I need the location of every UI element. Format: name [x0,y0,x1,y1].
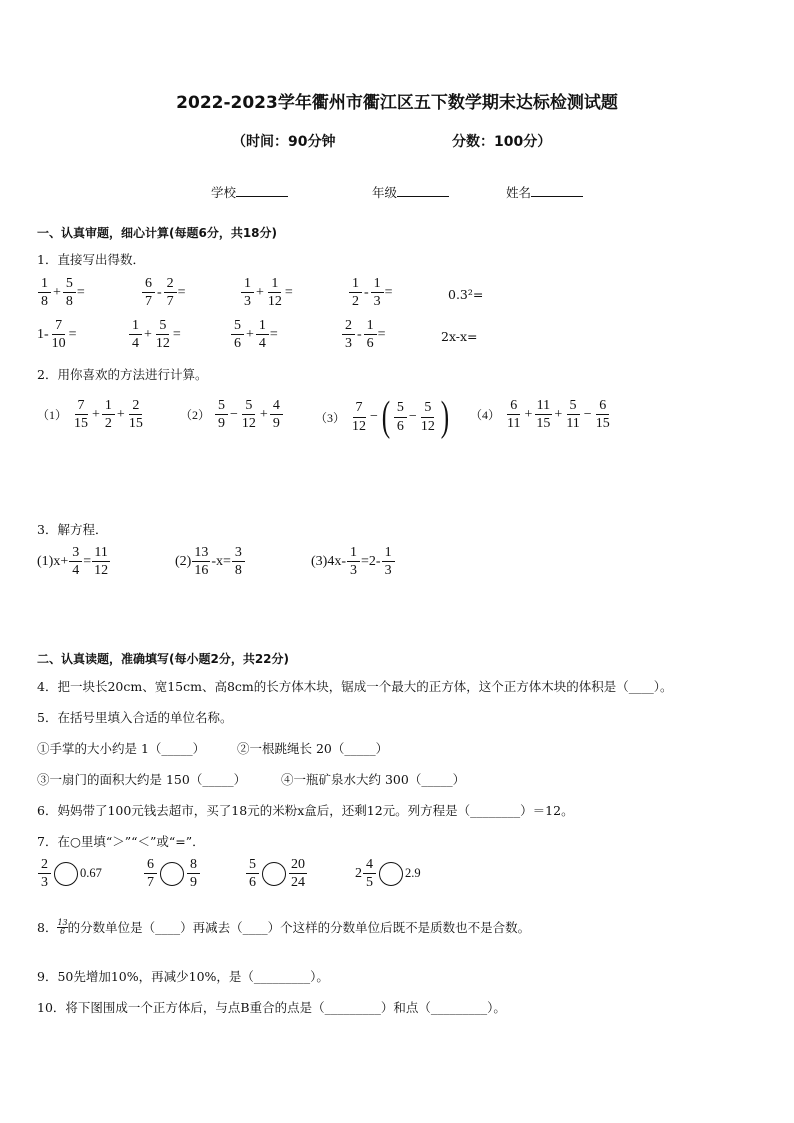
grade-field [372,183,449,201]
q9-text: 9．50先增加10%，再减少10%，是（_________）。 [37,969,329,984]
compare-circle[interactable] [160,862,184,886]
grade-blank[interactable] [397,184,449,197]
name-label: 姓名 [506,185,532,200]
q7-compare-c: $\frac{5}{6}$ $\frac{20}{24}$ [245,857,308,891]
q2-label: 2．用你喜欢的方法进行计算。 [37,367,208,382]
q7-compare-a: $\frac{2}{3}$ 0.67 [37,857,102,891]
q10-text: 10．将下图围成一个正方体后，与点B重合的点是（_________）和点（_________）。 [37,1000,506,1015]
q3-equation-2: (2) $\frac{13}{16}$ -x= $\frac{3}{8}$ [175,545,246,579]
q1-r1-d: $\frac{1}{2}$ - $\frac{1}{3}$ = [348,276,393,310]
q8-text: 8． $\frac{13}{6}$ 的分数单位是（____）再减去（____）个这样的分数单位后既不是质数也不是合数。 [37,917,531,936]
q1-r2-d: $\frac{2}{3}$ - $\frac{1}{6}$ = [341,318,386,352]
q5-item-d: ④一瓶矿泉水大约 300（_____） [281,772,466,787]
section1-heading: 一、认真审题，细心计算(每题6分，共18分) [37,226,278,240]
q6-text: 6．妈妈带了100元钱去超市，买了18元的米粉x盒后，还剩12元。列方程是（________）＝12。 [37,803,574,818]
q5-label: 5．在括号里填入合适的单位名称。 [37,710,233,725]
compare-circle[interactable] [54,862,78,886]
q1-r1-e: 0.3²= [448,287,484,302]
q4-text: 4．把一块长20cm、宽15cm、高8cm的长方体木块，锯成一个最大的正方体，这个正方体木块的体积是（____）。 [37,679,673,694]
q2-problem-1: （1） $\frac{7}{15}$ + $\frac{1}{2}$ + $\frac{2}{15}$ [37,398,143,432]
q1-r1-a: $\frac{1}{8}$ + $\frac{5}{8}$ = [37,276,85,310]
q5-item-c: ③一扇门的面积大约是 150（_____） [37,772,247,787]
school-label: 学校 [211,185,237,200]
q7-label: 7．在○里填“＞”“＜”或“=”． [37,834,205,849]
q2-problem-3: （3） $\frac{7}{12}$ − ( $\frac{5}{6}$ − $\frac{5}{12}$ ) [315,394,450,440]
q2-problem-2: （2） $\frac{5}{9}$ − $\frac{5}{12}$ + $\frac{4}{9}$ [180,398,284,432]
name-field [506,183,583,201]
q7-compare-b: $\frac{6}{7}$ $\frac{8}{9}$ [143,857,201,891]
compare-circle[interactable] [262,862,286,886]
q7-compare-d: 2 $\frac{4}{5}$ 2.9 [355,857,421,891]
q1-label: 1．直接写出得数． [37,252,145,267]
page-title: 2022-2023学年衢州市衢江区五下数学期末达标检测试题 [176,93,618,113]
exam-score: 分数：100分） [452,134,552,150]
q1-r2-e: 2x-x= [441,329,478,344]
q1-r2-a: 1- $\frac{7}{10}$ = [37,318,77,352]
grade-label: 年级 [372,185,398,200]
school-field [211,183,288,201]
q1-r2-c: $\frac{5}{6}$ + $\frac{1}{4}$ = [230,318,278,352]
name-blank[interactable] [531,184,583,197]
q5-item-a: ①手掌的大小约是 1（_____） [37,741,206,756]
q3-equation-3: (3)4x- $\frac{1}{3}$ =2- $\frac{1}{3}$ [311,545,396,579]
q3-equation-1: (1)x+ $\frac{3}{4}$ = $\frac{11}{12}$ [37,545,109,579]
q5-item-b: ②一根跳绳长 20（_____） [237,741,389,756]
q1-r1-c: $\frac{1}{3}$ + $\frac{1}{12}$ = [240,276,293,310]
q2-problem-4: （4） $\frac{6}{11}$ + $\frac{11}{15}$ + $\frac{5}{11}$ − $\frac{6}{15}$ [470,398,610,432]
exam-time: （时间：90分钟 [232,134,336,150]
q1-r2-b: $\frac{1}{4}$ + $\frac{5}{12}$ = [128,318,181,352]
compare-circle[interactable] [379,862,403,886]
school-blank[interactable] [236,184,288,197]
q3-label: 3．解方程． [37,522,108,537]
q1-r1-b: $\frac{6}{7}$ - $\frac{2}{7}$ = [141,276,186,310]
section2-heading: 二、认真读题，准确填写(每小题2分，共22分) [37,652,290,666]
